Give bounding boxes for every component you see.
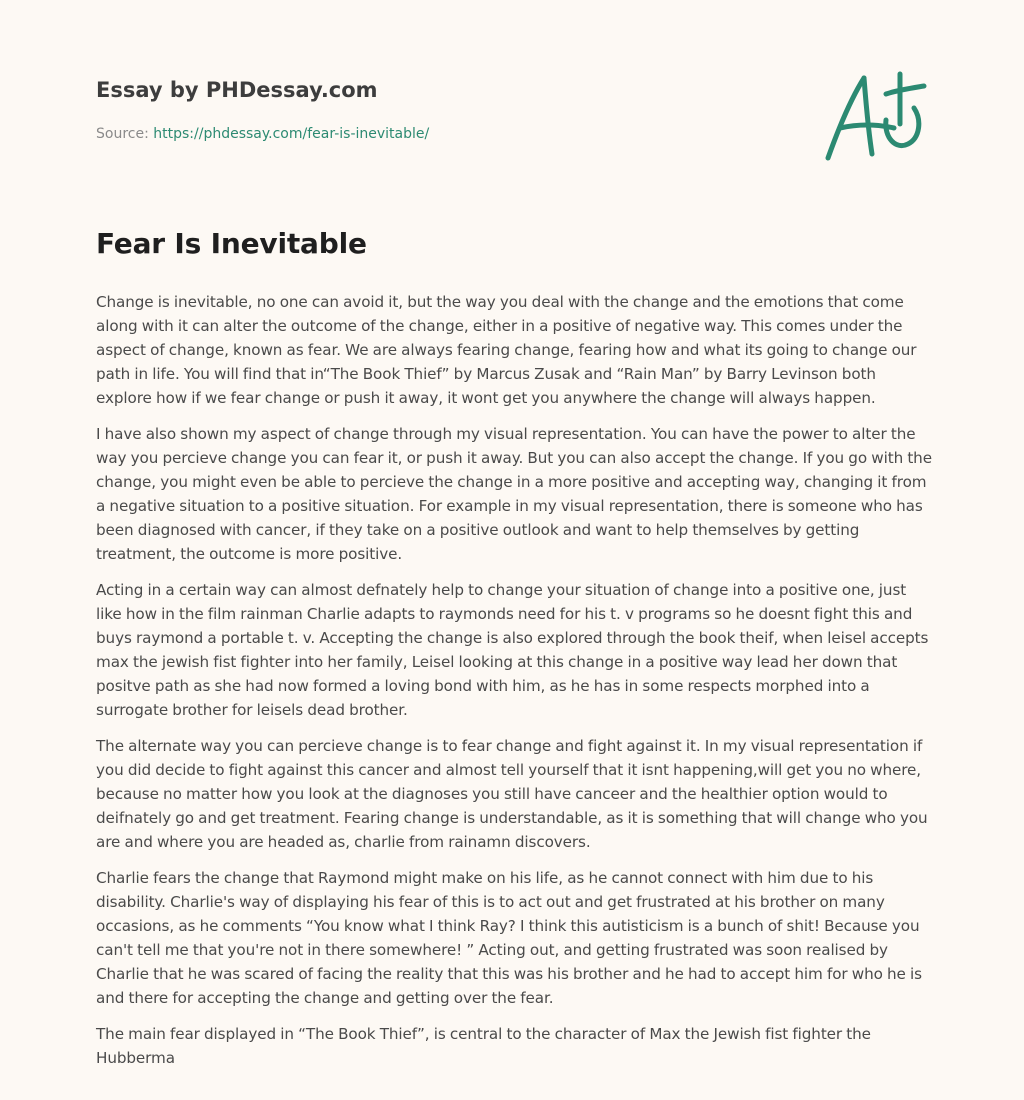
logo-a-left-stroke — [828, 78, 864, 158]
header — [96, 76, 796, 144]
essay-paragraph: Charlie fears the change that Raymond might make on his life, as he cannot connect with him due to his disability. Charlie's way of displaying his fear of this is to act out and get frustrated at his brother on many occasions, as he comments “You know what I think Ray? I think this autisticism is a bunch of shit! Because you can't tell me that you're not in there somewhere! ” Acting out, and getting frustrated was soon realised by Charlie that he was scared of facing the reality that this was his brother and he had to accept him for who he is and there for accepting the change and getting over the fear. — [96, 869, 922, 1007]
source-line — [96, 124, 796, 144]
logo-a-right-stroke — [864, 78, 872, 154]
source-label: Source: — [96, 126, 149, 142]
essay-paragraph: The alternate way you can percieve change is to fear change and fight against it. In my visual representation if you did decide to fight against this cancer and almost tell yourself that it isnt happening,will get you no where, because no matter how you look at the diagnoses you still have canceer and the healthier option would to deifnately go and get treatment. Fearing change is understandable, as it is something that will change who you are and where you are headed as, charlie from rainamn discovers. — [96, 737, 928, 851]
a-plus-logo-svg — [824, 68, 928, 166]
essay-paragraph: The main fear displayed in “The Book Thief”, is central to the character of Max the Jewish fist fighter the Hubberma — [96, 1025, 871, 1067]
essay-content — [96, 224, 932, 1082]
essay-paragraph: Change is inevitable, no one can avoid it, but the way you deal with the change and the emotions that come along with it can alter the outcome of the change, either in a positive of negative way. This comes under the aspect of change, known as fear. We are always fearing change, fearing how and what its going to change our path in life. You will find that in“The Book Thief” by Marcus Zusak and “Rain Man” by Barry Levinson both explore how if we fear change or push it away, it wont get you anywhere the change will always happen. — [96, 293, 917, 407]
essay-title: Fear Is Inevitable — [96, 227, 367, 260]
logo-plus-horizontal-stroke — [886, 86, 924, 94]
brand-title: Essay by PHDessay.com — [96, 78, 378, 102]
source-link[interactable]: https://phdessay.com/fear-is-inevitable/ — [153, 126, 430, 142]
a-plus-logo-icon — [824, 68, 928, 166]
essay-paragraph: I have also shown my aspect of change through my visual representation. You can have the power to alter the way you percieve change you can fear it, or push it away. But you can also accept the change. If you go with the change, you might even be able to percieve the change in a more positive and accepting way, changing it from a negative situation to a positive situation. For example in my visual representation, there is someone who has been diagnosed with cancer, if they take on a positive outlook and want to help themselves by getting treatment, the outcome is more positive. — [96, 425, 932, 563]
essay-paragraph: Acting in a certain way can almost defnately help to change your situation of change into a positive one, just like how in the film rainman Charlie adapts to raymonds need for his t. v programs so he doesnt fight this and buys raymond a portable t. v. Accepting the change is also explored through the book theif, when leisel accepts max the jewish fist fighter into her family, Leisel looking at this change in a positive way lead her down that positve path as she had now formed a loving bond with him, as he has in some respects morphed into a surrogate brother for leisels dead brother. — [96, 581, 929, 719]
